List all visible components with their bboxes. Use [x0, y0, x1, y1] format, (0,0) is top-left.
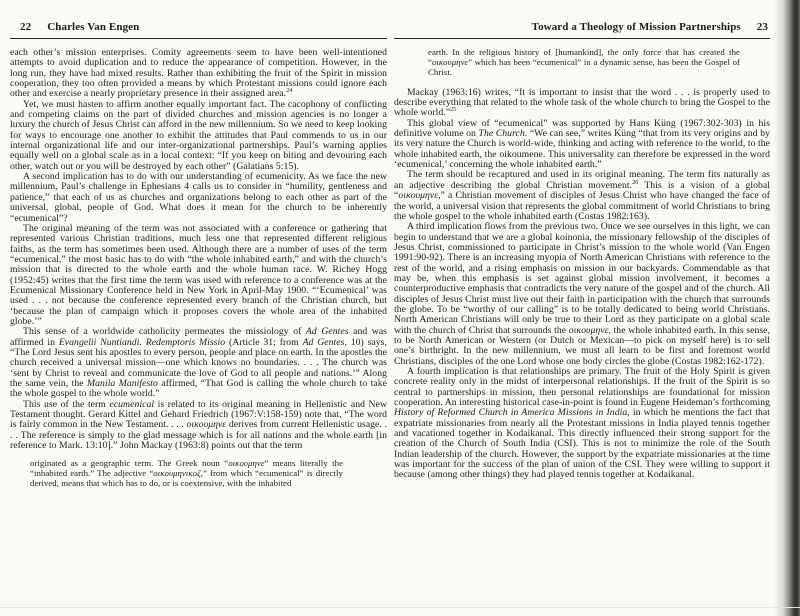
paragraph: A third implication flows from the previous two. Once we see ourselves in this light, we can begin to understand that we are a global koinonia, the missionary fellowship of the disciples of Jesus Christ, commissioned to participate in Christ’s mission to the whole world (Van Engen 1991:90-92). There is an increasing myopia of North American Christians with reference to the rest of the world, and a rising emphasis on mission in our backyards. Commendable as that may be, when this emphasis is set against global mission involvement, it becomes a counterproductive emphasis that contradicts the very nature of the gospel and of the church. All disciples of Jesus Christ must live out their faith in participation with the church that surrounds the globe. To be “worthy of our calling” is to be totally dedicated to being world Christians. North American Christians will only be true to their Lord as they participate on a global scale with the church of Christ that surrounds the οικουμηνε, the whole inhabited earth. In this sense, to be North American or Western (or Dutch or Mexican—to pick on myself here) is to sell one’s birthright. In the new millennium, we must all learn to be first and foremost world Christians, disciples of the one Lord whose one body circles the globe (Costas 1982:162-172). — [394, 221, 770, 367]
block-quote: earth. In the religious history of [humankind], the only force that has created the “οικουμηνε” which has been “ecumenical” in a dynamic sense, has been the Gospel of Christ. — [428, 47, 740, 77]
right-page-body — [394, 48, 770, 481]
right-header-rule — [394, 38, 770, 39]
paragraph: A second implication has to do with our understanding of ecumenicity. As we face the new millennium, Paul’s challenge in Ephesians 4 calls us to consider in “humility, gentleness and patience,” that each of us as churches and organizations belong to each other as part of the universal, global, people of God. What does it mean for the church to be inherently “ecumenical”? — [10, 171, 387, 224]
paragraph: Mackay (1963:16) writes, “It is important to insist that the word . . . is properly used to describe everything that related to the whole task of the whole church to bring the Gospel to the whole world.”$^{25}$ — [394, 86, 770, 119]
right-page-header — [394, 0, 770, 33]
paragraph: A fourth implication is that relationships are primary. The fruit of the Holy Spirit is given concrete reality only in the midst of interpersonal relationships. If the fruit of the Spirit is so central to partnerships in mission, then personal relationships are foundational for mission cooperation. An interesting historical case-in-point is found in Eugene Heideman’s forthcoming History of Reformed Church in America Missions in India, in which he mentions the fact that expatriate missionaries from nearly all the Protestant missions in India played tennis together and vacationed together in Kodaikanal. This directly influenced their strong support for the creation of the Church of South India (CSI). This is not to minimize the role of the South Indian leadership of the church. However, the support by the expatriate missionaries at the time was important for the success of the plan of union of the CSI. They were willing to support it because (among other things) they had played tennis together at Kodaikanal. — [394, 366, 770, 481]
paragraph: The term should be recaptured and used in its original meaning. The term fits naturally as an adjective describing the global Christian movement.$^{26}$ This is a vision of a global “οικουμηνε,” a Christian movement of disciples of Jesus Christ who have changed the face of the world, a universal vision that represents the global commitment of world Christians to bring the whole gospel to the whole inhabited earth (Costas 1982:163). — [394, 169, 771, 222]
paragraph: This use of the term ecumenical is related to its original meaning in Hellenistic and New Testament thought. Gerard Kittel and Gehard Friedrich (1967:V:158-159) note that, “The word is fairly common in the New Testament. . . . οικουμηνε derives from current Hellenistic usage. . . . The reference is simply to the glad message which is for all nations and the whole earth [in reference to Mark. 13:10].” John Mackay (1963:8) points out that the term — [10, 398, 388, 452]
right-page-number: 23 — [756, 21, 768, 33]
paragraph: This global view of “ecumenical” was supported by Hans Küng (1967:302-303) in his definitive volume on The Church. “We can see,” writes Küng “that from its very origins and by its very nature the Church is world-wide, thinking and acting with reference to the world, to the whole inhabited earth, the oikoumene. This universality can therefore be expressed in the word ‘ecumenical,’ concerning the whole inhabited earth.” — [394, 117, 770, 171]
paragraph: The original meaning of the term was not associated with a conference or gathering that represented various Christian traditions, much less one that represented different religious faiths, as the term has sometimes been used. Although there are a number of uses of the term “ecumenical,” the most basic has to do with “the whole inhabited earth,” and with the church’s mission that is directed to the whole earth and the whole human race. W. Richey Hogg (1952:45) writes that the first time the term was used with reference to a conference was at the Ecumenical Missionary Conference held in New York in April-May 1900. “‘Ecumenical’ was used . . . not because the conference represented every branch of the Christian church, but ‘because the plan of campaign which it proposes covers the whole area of the inhabited globe.’” — [10, 222, 387, 327]
left-page — [10, 0, 387, 489]
paragraph: Yet, we must hasten to affirm another equally important fact. The cacophony of conflicting and competing claims on the part of divided churches and mission agencies is no longer a luxury the church of Jesus Christ can afford in the new millennium. So we need to keep looking for ways to encourage one another to exhibit the attitudes that Paul commends to us in our internal organizational life and our inter-organizational partnerships. Paul’s warning applies equally well on a global scale as in a local context: “If you keep on biting and devouring each other, watch out or you will be destroyed by each other” (Galatians 5:15). — [10, 98, 387, 172]
scan-edge-shadow — [774, 0, 800, 616]
paragraph: This sense of a worldwide catholicity permeates the missiology of Ad Gentes and was affirmed in Evangelii Nuntiandi. Redemptoris Missio (Article 31; from Ad Gentes, 10) says, “The Lord Jesus sent his apostles to every person, people and place on earth. In the apostles the church received a universal mission—one which knows no boundaries. . . . The church was ‘sent by Christ to reveal and communicate the love of God to all people and nations.’” Along the same vein, the Manila Manifesto affirmed, “That God is calling the whole church to take the whole gospel to the whole world.” — [10, 326, 388, 400]
block-quote: originated as a geographic term. The Greek noun “οικουμηνε” means literally the “inhabited earth.” The adjective “οικουμηνικοζ,” from which “ecumenical” is directly derived, means that which has to do, or is coextensive, with the inhabited — [30, 458, 343, 489]
left-running-head: Charles Van Engen — [47, 21, 140, 33]
right-running-head: Toward a Theology of Mission Partnerships — [531, 21, 741, 33]
left-page-header — [10, 0, 387, 33]
left-page-number: 22 — [20, 21, 32, 33]
paragraph: each other’s mission enterprises. Comity agreements seem to have been well-intentioned attempts to avoid duplication and to reduce the appearance of competition. However, in the long run, they have had mixed results. Rather than exhibiting the fruit of the Spirit in mission cooperation, they too often provided a means by which Protestant missions could ignore each other and exercise a nearly proprietary presence in their assigned area.$^{24}$ — [10, 47, 387, 100]
left-header-rule — [10, 38, 387, 39]
left-page-body — [10, 48, 387, 489]
scan-bottom-line — [0, 607, 800, 608]
right-page — [394, 0, 770, 481]
